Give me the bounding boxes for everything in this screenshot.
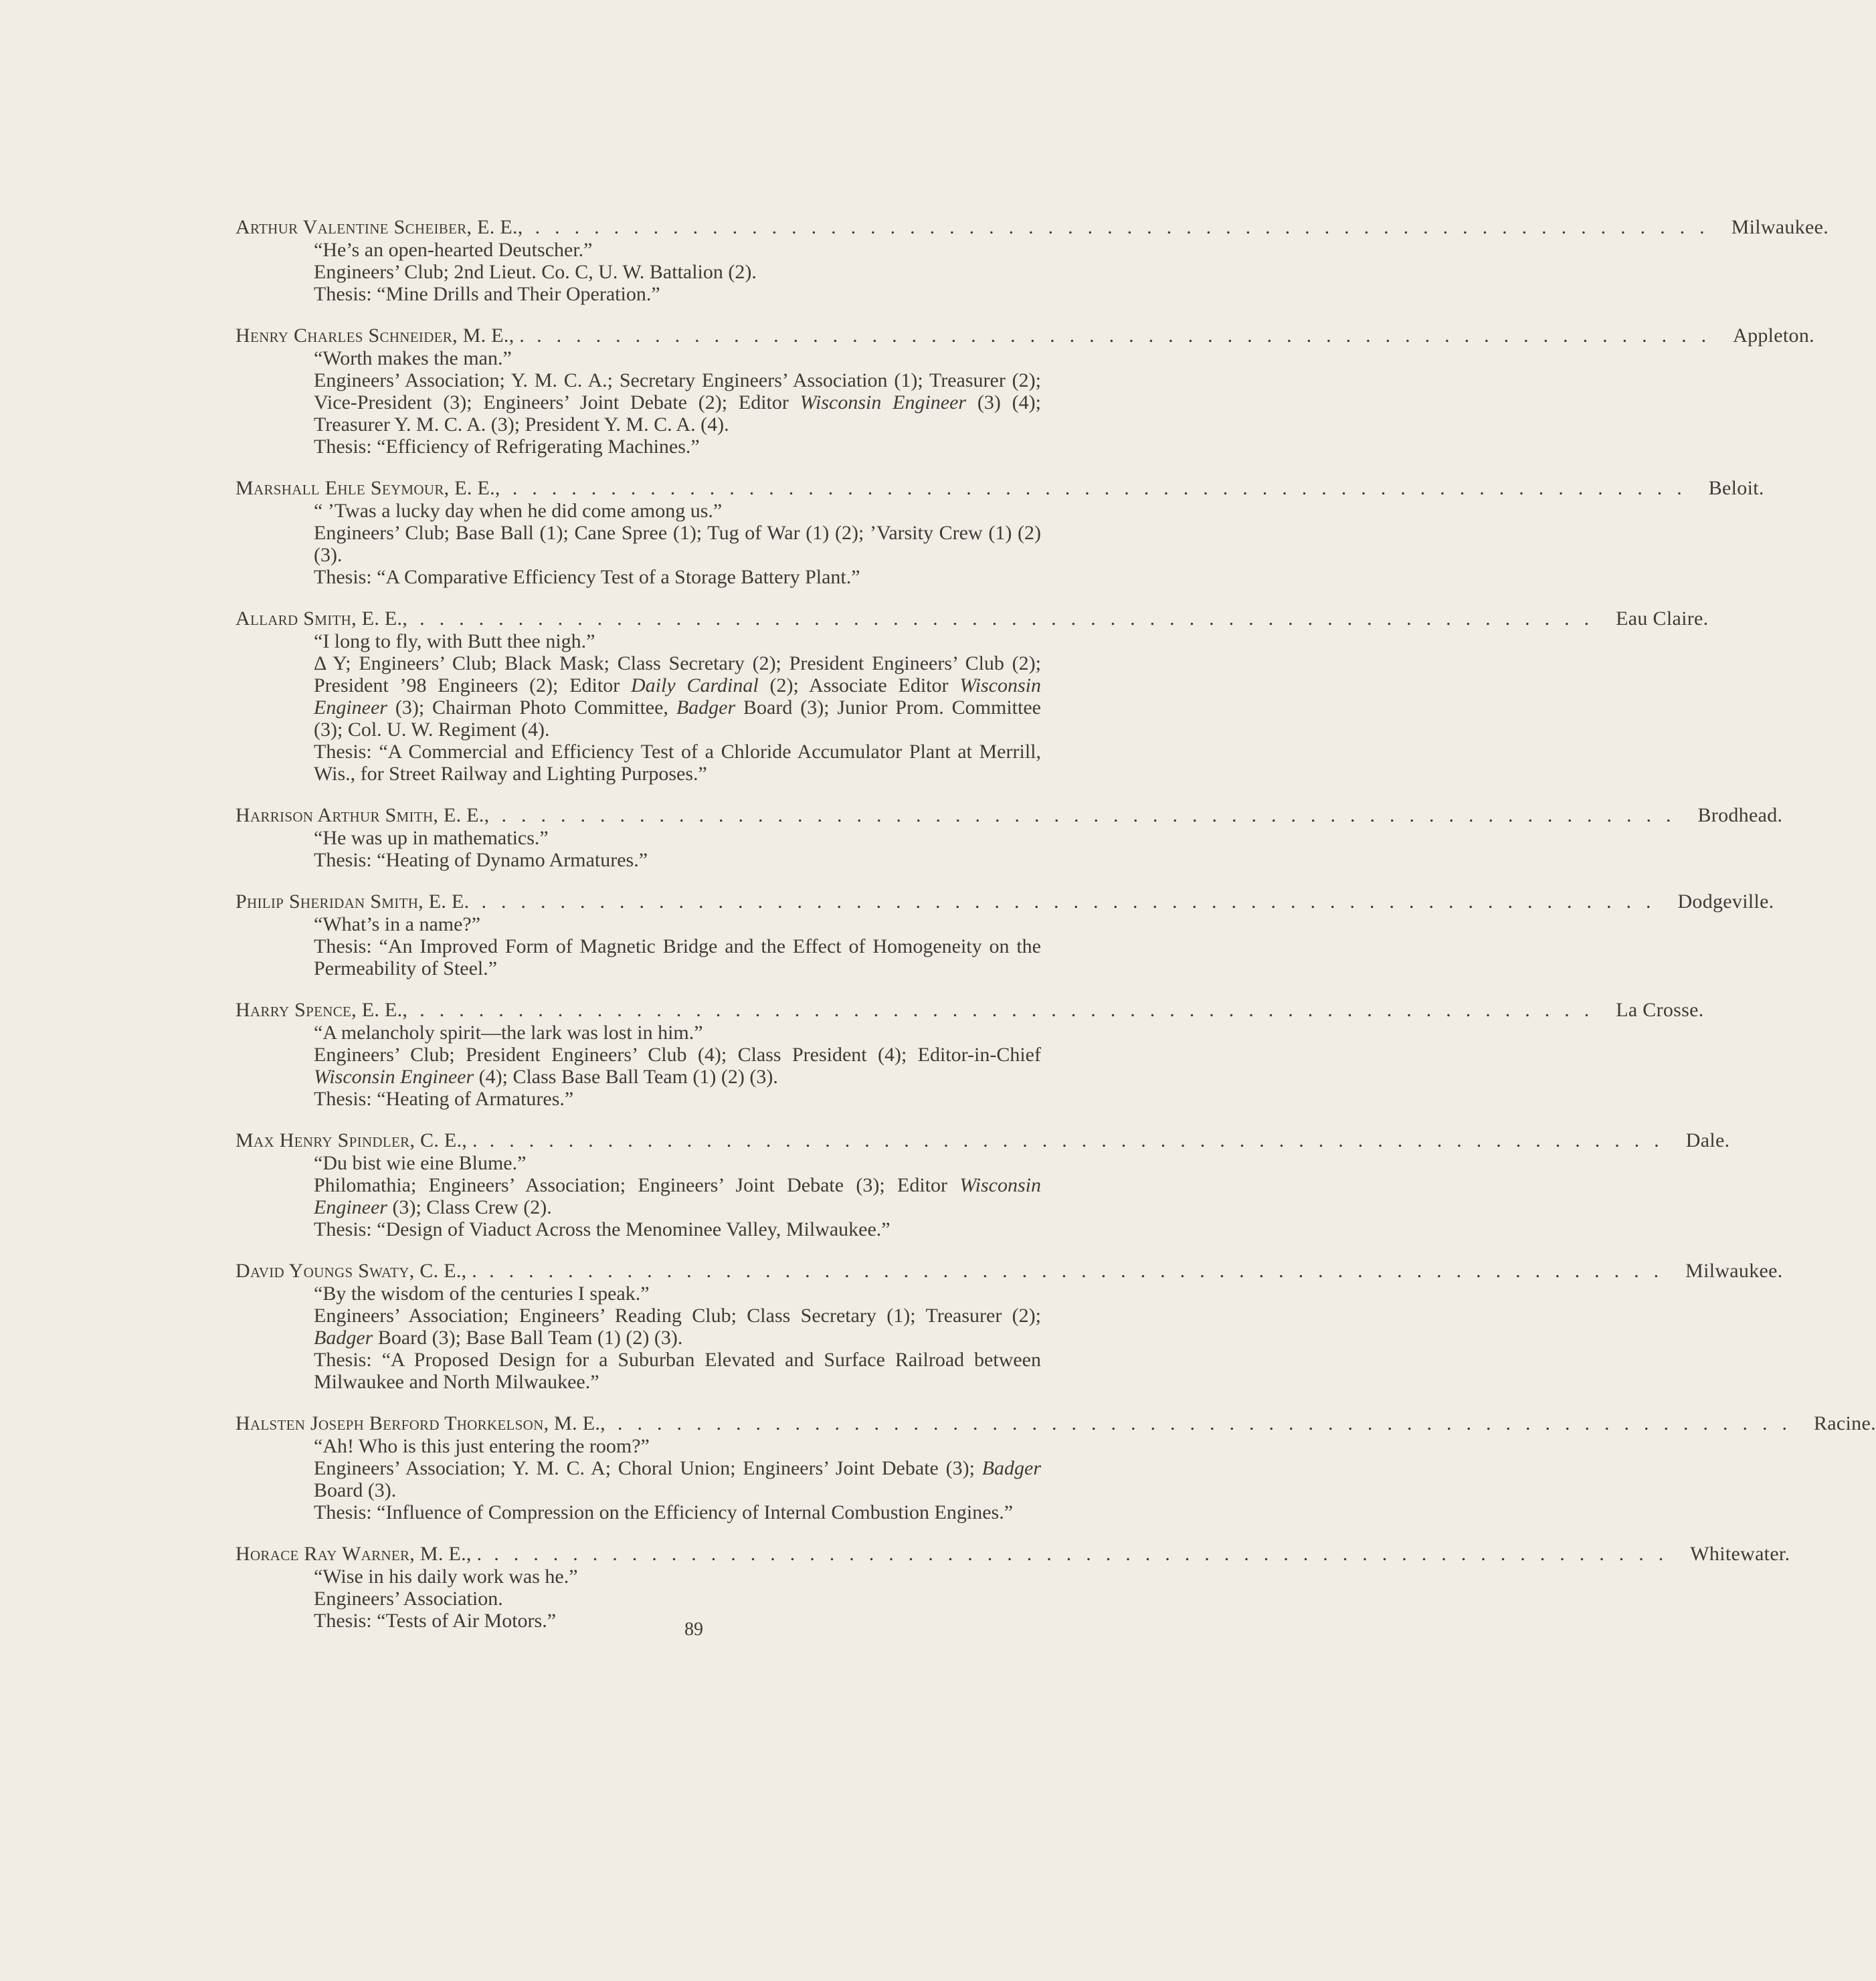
thesis-line: Thesis: “Heating of Armatures.”	[314, 1088, 574, 1110]
leader-dots: ............................................................	[419, 999, 1604, 1021]
hometown: Appleton.	[1733, 324, 1814, 347]
graduate-entry	[236, 1542, 1790, 1632]
entry-heading	[236, 215, 1829, 239]
quotation: “Worth makes the man.”	[314, 347, 512, 369]
quotation: “I long to fly, with Butt thee nigh.”	[314, 630, 595, 652]
graduate-entry	[236, 607, 1709, 785]
hometown: Beloit.	[1708, 477, 1764, 499]
quotation: “Wise in his daily work was he.”	[314, 1566, 578, 1588]
activities-line: Δ Υ; Engineers’ Club; Black Mask; Class Secretary (2); President Engineers’ Club (2); President ’98 Engineers (2); Editor Daily Cardinal (2); Associate Editor Wisconsin Engineer (3); Chairman Photo Committee, Badger Board (3); Junior Prom. Committee (3); Col. U. W. Regiment (4).	[314, 652, 1041, 741]
entry-heading	[236, 1129, 1730, 1152]
hometown: Racine.	[1813, 1412, 1876, 1434]
graduate-name: Max Henry Spindler	[236, 1129, 410, 1151]
activities-line: Engineers’ Club; 2nd Lieut. Co. C, U. W. Battalion (2).	[314, 261, 757, 283]
thesis-line: Thesis: “Influence of Compression on the Efficiency of Internal Combustion Engines.”	[314, 1501, 1014, 1523]
graduate-name: Henry Charles Schneider	[236, 324, 453, 347]
graduate-entry	[236, 1129, 1730, 1240]
entry-heading	[236, 1542, 1790, 1566]
roster-page	[236, 215, 1876, 1650]
quotation: “What’s in a name?”	[314, 913, 481, 935]
entry-heading	[236, 324, 1814, 347]
graduate-entry	[236, 1412, 1876, 1523]
page-number: 89	[684, 1619, 703, 1640]
degree: , C. E., .	[409, 1260, 478, 1282]
entry-heading	[236, 607, 1709, 630]
quotation: “By the wisdom of the centuries I speak.”	[314, 1283, 650, 1305]
entry-heading	[236, 804, 1783, 827]
graduate-name: Horace Ray Warner	[236, 1543, 410, 1565]
graduate-name: Philip Sheridan Smith	[236, 890, 419, 913]
degree: , M. E., .	[452, 324, 525, 347]
leader-dots: ............................................................	[512, 477, 1697, 499]
hometown: Milwaukee.	[1731, 216, 1829, 238]
leader-dots: ............................................................	[501, 804, 1686, 826]
entry-heading	[236, 998, 1704, 1022]
degree: , M. E., .	[409, 1543, 482, 1565]
thesis-line: Thesis: “A Commercial and Efficiency Test of a Chloride Accumulator Plant at Merrill, Wis., for Street Railway and Lighting Purposes.”	[314, 741, 1041, 785]
quotation: “He’s an open-hearted Deutscher.”	[314, 239, 593, 261]
degree: , E. E.,	[444, 477, 500, 499]
quotation: “Du bist wie eine Blume.”	[314, 1152, 527, 1174]
degree: , E. E.,	[433, 804, 490, 826]
quotation: “ ’Twas a lucky day when he did come among us.”	[314, 500, 723, 522]
entry-details	[236, 500, 1041, 588]
hometown: Brodhead.	[1697, 804, 1783, 826]
entry-heading	[236, 476, 1764, 500]
entry-heading	[236, 1412, 1876, 1435]
hometown: Dale.	[1685, 1129, 1730, 1151]
leader-dots: ............................................................	[481, 890, 1666, 913]
entry-details	[236, 630, 1041, 785]
thesis-line: Thesis: “A Proposed Design for a Suburban Elevated and Surface Railroad between Milwaukee and North Milwaukee.”	[314, 1349, 1041, 1393]
leader-dots: ............................................................	[494, 1543, 1679, 1565]
thesis-line: Thesis: “Mine Drills and Their Operation.”	[314, 283, 660, 305]
entry-details	[236, 1435, 1041, 1523]
graduate-entry	[236, 1259, 1783, 1393]
activities-line: Philomathia; Engineers’ Association; Engineers’ Joint Debate (3); Editor Wisconsin Engineer (3); Class Crew (2).	[314, 1174, 1041, 1218]
thesis-line: Thesis: “Heating of Dynamo Armatures.”	[314, 849, 648, 871]
leader-dots: ............................................................	[537, 324, 1721, 347]
entry-details	[236, 827, 1041, 871]
thesis-line: Thesis: “An Improved Form of Magnetic Bridge and the Effect of Homogeneity on the Permeability of Steel.”	[314, 935, 1041, 979]
thesis-line: Thesis: “Design of Viaduct Across the Menominee Valley, Milwaukee.”	[314, 1218, 890, 1240]
entry-details	[236, 347, 1041, 458]
entry-heading	[236, 890, 1774, 913]
entry-details	[236, 1152, 1041, 1240]
degree: , E. E.	[418, 890, 470, 913]
activities-line: Engineers’ Association.	[314, 1588, 503, 1610]
graduate-entry	[236, 890, 1774, 979]
graduate-entry	[236, 804, 1783, 871]
graduate-name: David Youngs Swaty	[236, 1260, 409, 1282]
leader-dots: ............................................................	[489, 1260, 1674, 1282]
quotation: “A melancholy spirit—the lark was lost in him.”	[314, 1022, 703, 1044]
entry-details	[236, 1022, 1041, 1110]
hometown: Dodgeville.	[1677, 890, 1774, 913]
graduate-name: Arthur Valentine Scheiber	[236, 216, 467, 238]
hometown: Milwaukee.	[1685, 1260, 1783, 1282]
degree: , E. E.,	[466, 216, 523, 238]
thesis-line: Thesis: “Tests of Air Motors.”	[314, 1610, 557, 1632]
activities-line: Engineers’ Association; Y. M. C. A; Choral Union; Engineers’ Joint Debate (3); Badger Board (3).	[314, 1457, 1041, 1501]
graduate-name: Harry Spence	[236, 999, 352, 1021]
leader-dots: ............................................................	[489, 1129, 1674, 1151]
graduate-entry	[236, 324, 1814, 458]
entry-details	[236, 239, 1041, 305]
activities-line: Engineers’ Association; Engineers’ Reading Club; Class Secretary (1); Treasurer (2); Badger Board (3); Base Ball Team (1) (2) (3).	[314, 1305, 1041, 1349]
degree: , E. E.,	[351, 607, 408, 630]
thesis-line: Thesis: “A Comparative Efficiency Test of a Storage Battery Plant.”	[314, 566, 860, 588]
entry-heading	[236, 1259, 1783, 1283]
graduate-entry	[236, 476, 1764, 588]
activities-line: Engineers’ Association; Y. M. C. A.; Secretary Engineers’ Association (1); Treasurer (2); Vice-President (3); Engineers’ Joint Debate (2); Editor Wisconsin Engineer (3) (4); Treasurer Y. M. C. A. (3); President Y. M. C. A. (4).	[314, 369, 1041, 436]
graduate-entry	[236, 215, 1829, 305]
graduate-name: Marshall Ehle Seymour	[236, 477, 444, 499]
graduate-name: Halsten Joseph Berford Thorkelson	[236, 1412, 544, 1434]
degree: , M. E.,	[543, 1412, 605, 1434]
degree: , E. E.,	[351, 999, 408, 1021]
leader-dots: ............................................................	[617, 1412, 1802, 1434]
hometown: Eau Claire.	[1616, 607, 1709, 630]
graduate-entry	[236, 998, 1704, 1110]
quotation: “He was up in mathematics.”	[314, 827, 549, 849]
thesis-line: Thesis: “Efficiency of Refrigerating Machines.”	[314, 436, 700, 458]
leader-dots: ............................................................	[419, 607, 1604, 630]
hometown: Whitewater.	[1690, 1543, 1790, 1565]
degree: , C. E., .	[409, 1129, 478, 1151]
quotation: “Ah! Who is this just entering the room?”	[314, 1435, 650, 1457]
entry-details	[236, 913, 1041, 979]
activities-line: Engineers’ Club; Base Ball (1); Cane Spree (1); Tug of War (1) (2); ’Varsity Crew (1) (2) (3).	[314, 522, 1041, 566]
entry-details	[236, 1283, 1041, 1393]
activities-line: Engineers’ Club; President Engineers’ Club (4); Class President (4); Editor-in-Chief Wisconsin Engineer (4); Class Base Ball Team (1) (2) (3).	[314, 1044, 1041, 1088]
hometown: La Crosse.	[1616, 999, 1704, 1021]
graduate-name: Allard Smith	[236, 607, 352, 630]
leader-dots: ............................................................	[535, 216, 1719, 238]
graduate-name: Harrison Arthur Smith	[236, 804, 434, 826]
